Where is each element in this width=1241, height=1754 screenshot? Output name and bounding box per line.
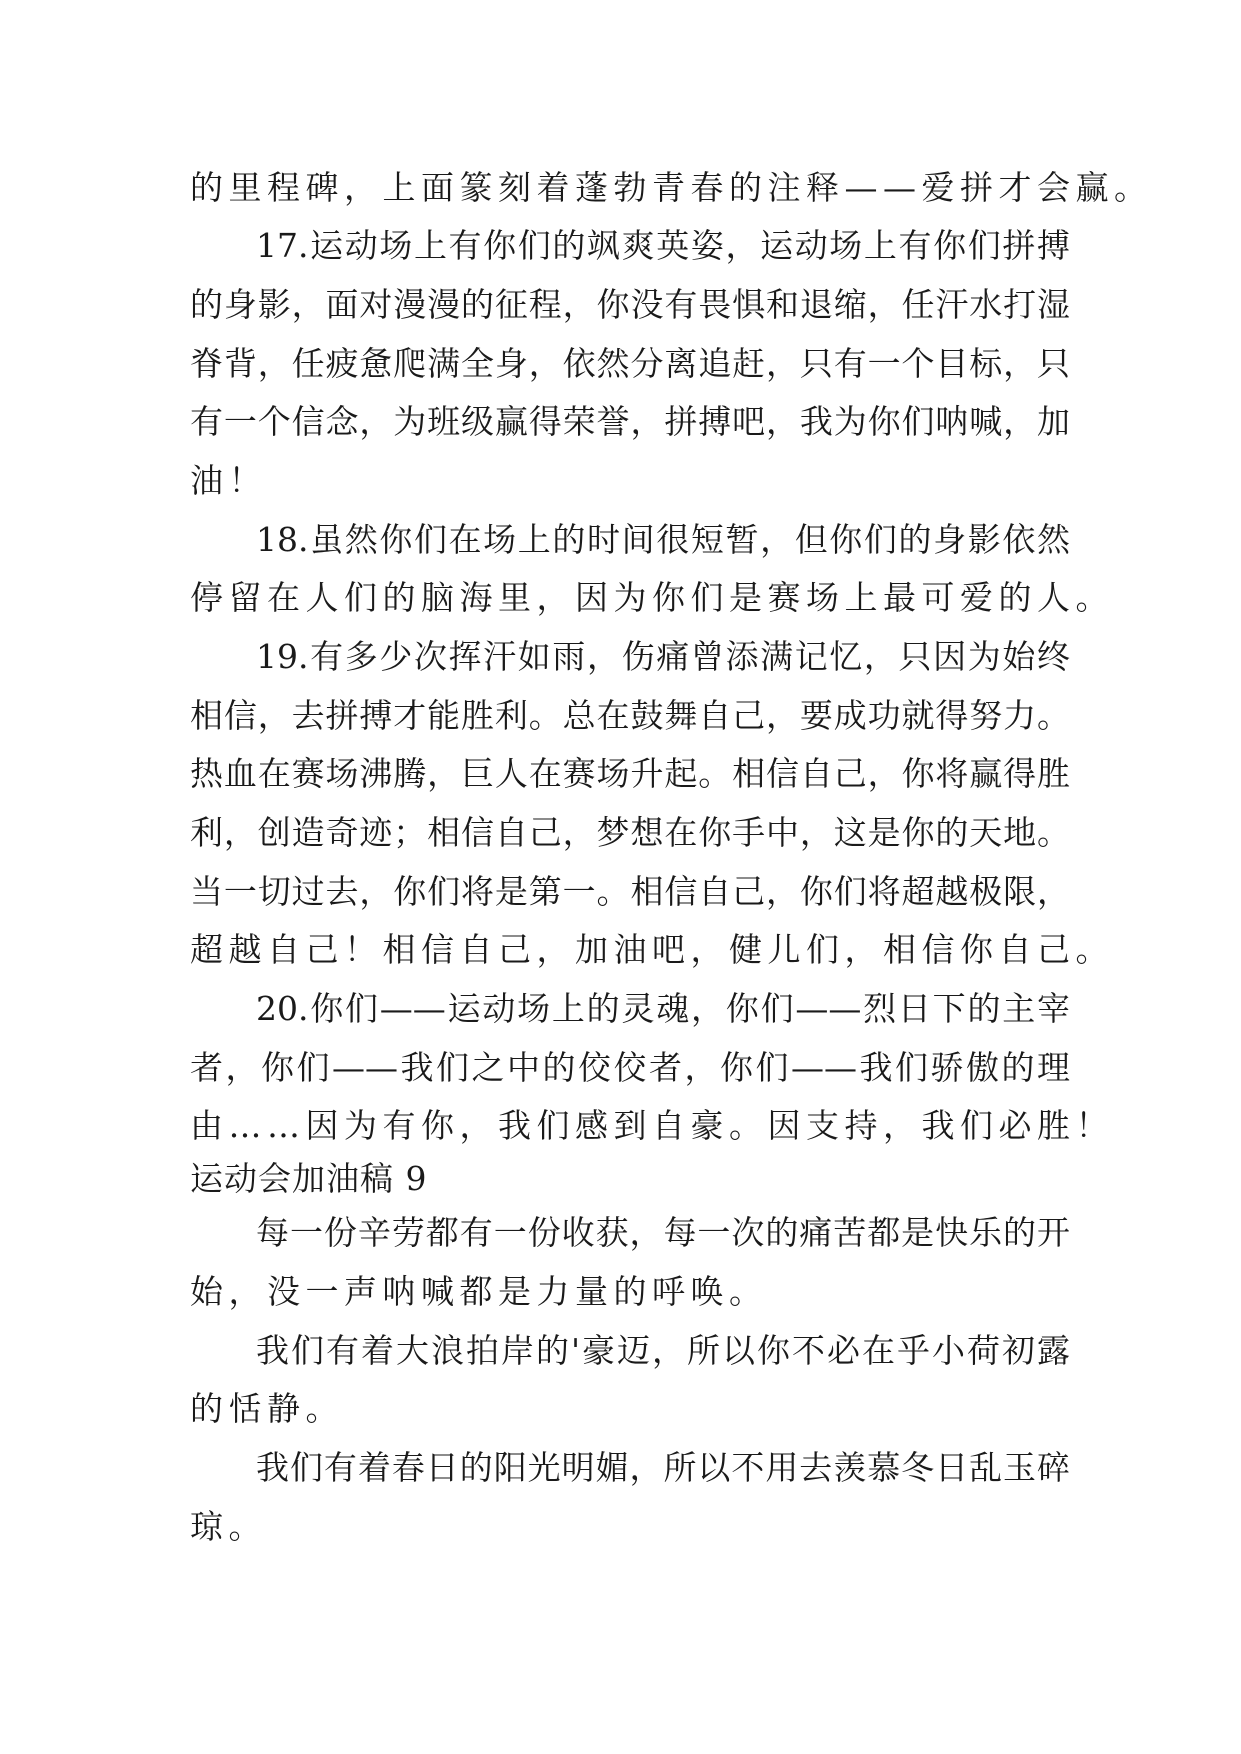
text-line: 由……因为有你，我们感到自豪。因支持，我们必胜！ [190, 1106, 1114, 1145]
text-line: 停留在人们的脑海里，因为你们是赛场上最可爱的人。 [190, 578, 1114, 617]
text-line: 当一切过去，你们将是第一。相信自己，你们将超越极限， [190, 872, 1070, 911]
text-line: 我们有着春日的阳光明媚，所以不用去羡慕冬日乱玉碎 [256, 1448, 1070, 1487]
text-line: 的身影，面对漫漫的征程，你没有畏惧和退缩，任汗水打湿 [190, 285, 1070, 324]
text-line: 20.你们——运动场上的灵魂，你们——烈日下的主宰 [256, 989, 1070, 1028]
section-heading: 运动会加油稿 9 [190, 1159, 428, 1198]
text-line: 油！ [190, 461, 267, 500]
text-line: 有一个信念，为班级赢得荣誉，拼搏吧，我为你们呐喊，加 [190, 402, 1070, 441]
text-line: 利，创造奇迹；相信自己，梦想在你手中，这是你的天地。 [190, 813, 1070, 852]
text-line: 琼。 [190, 1507, 267, 1546]
text-line: 始，没一声呐喊都是力量的呼唤。 [190, 1272, 768, 1311]
text-line: 热血在赛场沸腾，巨人在赛场升起。相信自己，你将赢得胜 [190, 754, 1070, 793]
text-line: 者，你们——我们之中的佼佼者，你们——我们骄傲的理 [190, 1048, 1070, 1087]
text-line: 的恬静。 [190, 1389, 344, 1428]
text-line: 的里程碑，上面篆刻着蓬勃青春的注释——爱拼才会赢。 [190, 168, 1153, 207]
text-line: 17.运动场上有你们的飒爽英姿，运动场上有你们拼搏 [256, 226, 1070, 265]
text-line: 每一份辛劳都有一份收获，每一次的痛苦都是快乐的开 [256, 1213, 1070, 1252]
text-line: 我们有着大浪拍岸的'豪迈，所以你不必在乎小荷初露 [256, 1331, 1070, 1370]
text-line: 超越自己！相信自己，加油吧，健儿们，相信你自己。 [190, 930, 1114, 969]
text-line: 相信，去拼搏才能胜利。总在鼓舞自己，要成功就得努力。 [190, 696, 1070, 735]
text-line: 18.虽然你们在场上的时间很短暂，但你们的身影依然 [256, 520, 1070, 559]
text-line: 脊背，任疲惫爬满全身，依然分离追赶，只有一个目标，只 [190, 344, 1070, 383]
text-line: 19.有多少次挥汗如雨，伤痛曾添满记忆，只因为始终 [256, 637, 1070, 676]
